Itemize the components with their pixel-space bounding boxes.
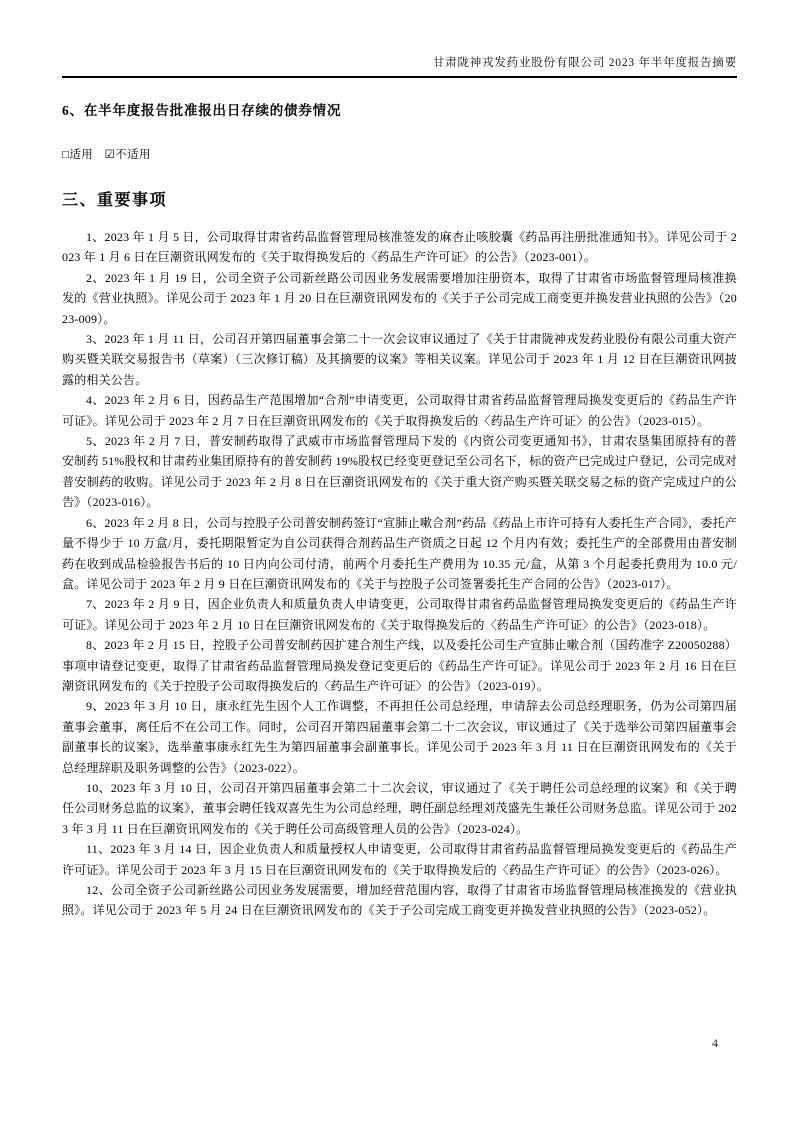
report-paragraph: 5、2023 年 2 月 7 日，普安制药取得了武威市市场监督管理局下发的《内资公司变更通知书》，甘肃农垦集团原持有的普安制药 51%股权和甘肃药业集团原持有的普安制药 19%股权已经变更登记至公司名下，标的资产已完成过户登记，公司完成对普安制药的收购。详见公司于 2023 年 2 月 8 日在巨潮资讯网发布的《关于重大资产购买暨关联交易之标的资产完成过户的公告》（2023-016）。 [62,434,737,510]
report-paragraph: 2、2023 年 1 月 19 日，公司全资子公司新丝路公司因业务发展需要增加注册资本，取得了甘肃省市场监督管理局核准换发的《营业执照》。详见公司于 2023 年 1 月 20 日在巨潮资讯网发布的《关于子公司完成工商变更并换发营业执照的公告》（2023-009）。 [62,270,737,326]
page-header [62,56,737,78]
report-paragraph: 12、公司全资子公司新丝路公司因业务发展需要，增加经营范围内容，取得了甘肃省市场监督管理局核准换发的《营业执照》。详见公司于 2023 年 5 月 24 日在巨潮资讯网发布的《关于子公司完成工商变更并换发营业执照的公告》（2023-052）。 [62,883,737,918]
report-paragraph: 8、2023 年 2 月 15 日，控股子公司普安制药因扩建合剂生产线，以及委托公司生产宣肺止嗽合剂（国药准字 Z20050288）事项申请登记变更，取得了甘肃省药品监督管理局换发登记变更后的《药品生产许可证》。详见公司于 2023 年 2 月 16 日在巨潮资讯网发布的《关于控股子公司取得换发后的〈药品生产许可证〉的公告》（2023-019）。 [62,638,737,693]
report-paragraph: 3、2023 年 1 月 11 日，公司召开第四届董事会第二十一次会议审议通过了《关于甘肃陇神戎发药业股份有限公司重大资产购买暨关联交易报告书（草案）（三次修订稿）及其摘要的议案》等相关议案。详见公司于 2023 年 1 月 12 日在巨潮资讯网披露的相关公告。 [62,332,737,387]
section-6-heading: 6、在半年度报告批准报出日存续的债券情况 [62,103,342,118]
report-paragraph: 1、2023 年 1 月 5 日，公司取得甘肃省药品监督管理局核准签发的麻杏止咳胶囊《药品再注册批准通知书》。详见公司于 2023 年 1 月 6 日在巨潮资讯网发布的《关于取得换发后的〈药品生产许可证〉的公告》（2023-001）。 [62,230,737,265]
report-paragraph: 11、2023 年 3 月 14 日，因企业负责人和质量授权人申请变更，公司取得甘肃省药品监督管理局换发变更后的《药品生产许可证》。详见公司于 2023 年 3 月 15 日在巨潮资讯网发布的《关于取得换发后的〈药品生产许可证〉的公告》（2023-026）。 [62,842,737,877]
not-applicable-checkbox-option: ☑不适用 [104,149,151,161]
report-paragraph: 7、2023 年 2 月 9 日，因企业负责人和质量负责人申请变更，公司取得甘肃省药品监督管理局换发变更后的《药品生产许可证》。详见公司于 2023 年 2 月 10 日在巨潮资讯网发布的《关于取得换发后的〈药品生产许可证〉的公告》（2023-018）。 [62,597,737,632]
important-matters-body [62,227,737,921]
report-paragraph: 10、2023 年 3 月 10 日，公司召开第四届董事会第二十二次会议，审议通过了《关于聘任公司总经理的议案》和《关于聘任公司财务总监的议案》，董事会聘任钱双喜先生为公司总经理，聘任副总经理刘茂盛先生兼任公司财务总监。详见公司于 2023 年 3 月 11 日在巨潮资讯网发布的《关于聘任公司高级管理人员的公告》（2023-024）。 [62,780,737,836]
running-header-title: 甘肃陇神戎发药业股份有限公司 2023 年半年度报告摘要 [432,57,737,69]
section-3-heading: 三、重要事项 [62,192,168,209]
report-paragraph: 9、2023 年 3 月 10 日，康永红先生因个人工作调整，不再担任公司总经理，申请辞去公司总经理职务，仍为公司第四届董事会董事，离任后不在公司工作。同时，公司召开第四届董事会第二十二次会议，审议通过了《关于选举公司第四届董事会副董事长的议案》，选举董事康永红先生为第四届董事会副董事长。详见公司于 2023 年 3 月 11 日在巨潮资讯网发布的《关于总经理辞职及职务调整的公告》（2023-022）。 [62,699,737,775]
applicable-checkbox-option: □适用 [62,149,94,161]
header-divider [62,76,737,78]
applicability-line [62,146,737,162]
page-number: 4 [712,1036,718,1050]
report-paragraph: 6、2023 年 2 月 8 日，公司与控股子公司普安制药签订“宣肺止嗽合剂”药品《药品上市许可持有人委托生产合同》，委托产量不得少于 10 万盒/月，委托期限暂定为自公司获得合剂药品生产资质之日起 12 个月内有效；委托生产的全部费用由普安制药在收到成品检验报告书后的 10 日内向公司付清，前两个月委托生产费用为 10.35 元/盒，从第 3 个月起委托费用为 10.0 元/盒。详见公司于 2023 年 2 月 9 日在巨潮资讯网发布的《关于与控股子公司签署委托生产合同的公告》（2023-017）。 [62,515,737,591]
report-paragraph: 4、2023 年 2 月 6 日，因药品生产范围增加“合剂”申请变更，公司取得甘肃省药品监督管理局换发变更后的《药品生产许可证》。详见公司于 2023 年 2 月 7 日在巨潮资讯网发布的《关于取得换发后的〈药品生产许可证〉的公告》（2023-015）。 [62,393,737,428]
